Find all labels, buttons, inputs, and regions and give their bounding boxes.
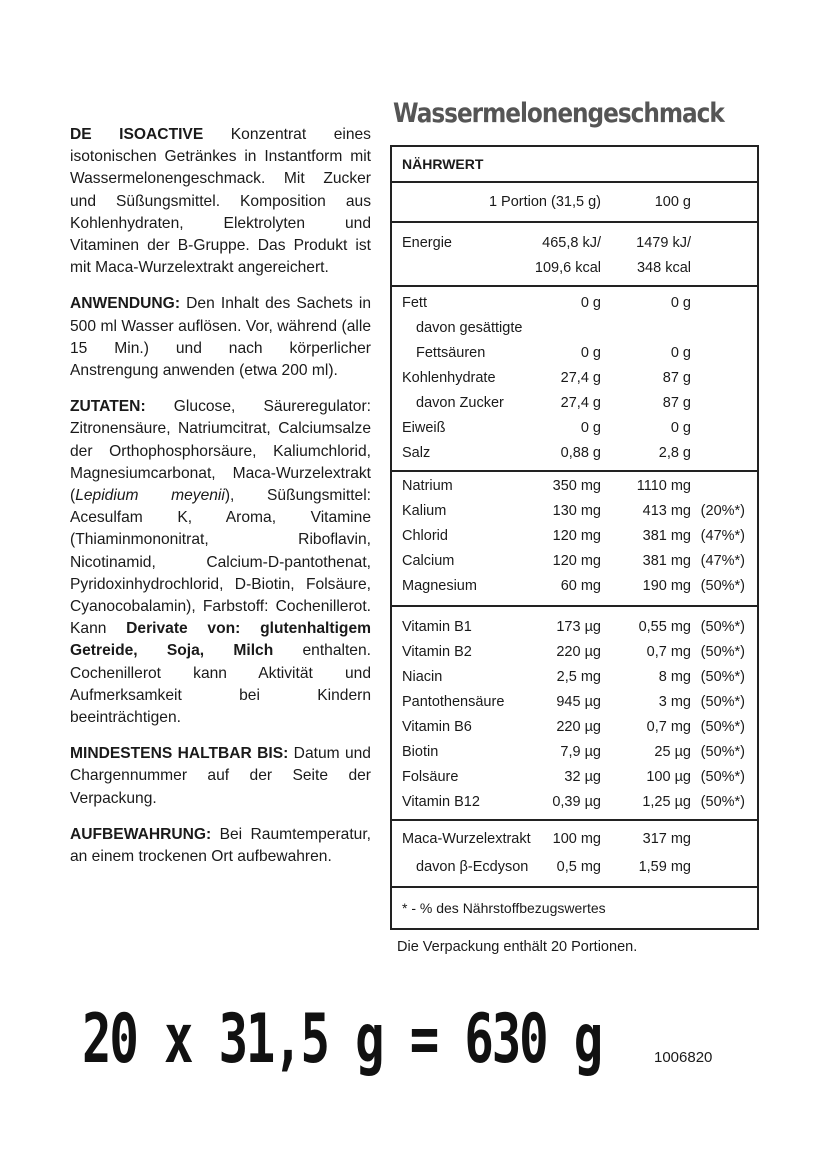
nutrient-name: Fettsäuren: [416, 345, 486, 361]
nutrient-portion: 120 mg: [552, 553, 601, 569]
column-portion: 1 Portion (31,5 g): [488, 194, 601, 210]
nutrient-percent: (50%*): [700, 744, 745, 760]
nutrient-percent: (50%*): [700, 769, 745, 785]
nutrient-name: Folsäure: [402, 769, 459, 785]
energy-section: [392, 221, 757, 285]
nutrient-portion: 27,4 g: [560, 395, 601, 411]
nutrient-100g: 317 mg: [642, 831, 691, 847]
nutrient-portion: 7,9 µg: [560, 744, 601, 760]
ingredients-text-1: Glucose, Säureregulator: Zitronensäure, Natriumcitrat, Calciumsalze der Orthophosphorsäure, Kaliumchlorid, Magnesiumcarbonat, Maca-Wurzelextrakt (: [70, 398, 371, 505]
column-100g: 100 g: [654, 194, 691, 210]
nutrient-100g: 0 g: [670, 420, 691, 436]
table-row: [392, 574, 757, 599]
ingredients-paragraph: [70, 396, 371, 729]
nutrient-portion: 60 mg: [560, 578, 601, 594]
nutrient-portion: 32 µg: [564, 769, 601, 785]
intro-paragraph: [70, 124, 371, 279]
product-description: [70, 124, 371, 882]
nutrient-name: Calcium: [402, 553, 455, 569]
nutrient-100g: 0 g: [670, 345, 691, 361]
usage-paragraph: [70, 293, 371, 382]
nutrient-percent: (20%*): [700, 503, 745, 519]
nutrient-portion: 120 mg: [552, 528, 601, 544]
nutrient-percent: (50%*): [700, 669, 745, 685]
nutrient-name: Vitamin B1: [402, 619, 472, 635]
table-row: [392, 640, 757, 665]
nutrition-header: NÄHRWERT: [402, 156, 484, 172]
nutrient-portion: 0,39 µg: [552, 794, 601, 810]
nutrient-100g: 381 mg: [642, 528, 691, 544]
table-row: [392, 765, 757, 790]
nutrient-portion: 945 µg: [556, 694, 601, 710]
energy-label: Energie: [402, 235, 452, 251]
nutrient-portion: 0,5 mg: [556, 859, 601, 875]
ingredients-text-3: enthalten. Cochenillerot kann Aktivität und Aufmerksamkeit bei Kindern beeinträchtigen.: [70, 642, 371, 727]
nutrient-name: Fett: [402, 295, 427, 311]
table-row: [392, 341, 757, 366]
energy-100g-kj: 1479 kJ/: [636, 235, 691, 251]
nutrient-percent: (50%*): [700, 719, 745, 735]
nutrient-portion: 130 mg: [552, 503, 601, 519]
table-row: [392, 474, 757, 499]
flavor-title: Wassermelonengeschmack: [393, 98, 724, 129]
energy-portion-kcal: 109,6 kcal: [534, 260, 601, 276]
nutrient-percent: (50%*): [700, 644, 745, 660]
nutrient-name: Vitamin B6: [402, 719, 472, 735]
storage-text: Bei Raumtemperatur, an einem trockenen Ort aufbewahren.: [70, 825, 371, 866]
allergen-text: Derivate von: glutenhaltigem Getreide, Soja, Milch: [70, 620, 371, 660]
nutrition-table: [390, 145, 759, 930]
minerals-section: [392, 470, 757, 605]
nutrient-100g: 0,55 mg: [638, 619, 691, 635]
nutrient-portion: 0 g: [580, 295, 601, 311]
macros-section: [392, 285, 757, 470]
table-row: [392, 790, 757, 815]
nutrient-name: Kohlenhydrate: [402, 370, 496, 386]
table-row: [392, 524, 757, 549]
intro-text: Konzentrat eines isotonischen Getränkes in Instantform mit Wassermelonengeschmack. Mit Zucker und Süßungsmittel. Komposition aus Kohlenhydraten, Elektrolyten und Vitaminen der B-Gruppe. Das Produkt ist mit Maca-Wurzelextrakt angereichert.: [70, 126, 371, 277]
ingredients-italic: Lepidium meyenii: [75, 487, 225, 505]
bestbefore-text: Datum und Chargennummer auf der Seite der Verpackung.: [70, 745, 371, 807]
table-row: [392, 615, 757, 640]
nutrient-percent: (50%*): [700, 694, 745, 710]
vitamins-section: [392, 605, 757, 819]
column-header-row: [392, 181, 757, 221]
table-row: [392, 740, 757, 765]
table-row: [392, 416, 757, 441]
energy-100g-kcal: 348 kcal: [636, 260, 691, 276]
nutrient-portion: 2,5 mg: [556, 669, 601, 685]
table-row: [392, 291, 757, 316]
nutrient-name: davon gesättigte: [416, 320, 523, 336]
nutrient-100g: 0 g: [670, 295, 691, 311]
extracts-section: [392, 819, 757, 886]
nutrient-100g: 100 µg: [646, 769, 691, 785]
nutrient-100g: 413 mg: [642, 503, 691, 519]
usage-text: Den Inhalt des Sachets in 500 ml Wasser auflösen. Vor, während (alle 15 Min.) und nach körperlicher Anstrengung anwenden (etwa 200 ml).: [70, 295, 371, 380]
nutrient-name: Salz: [402, 445, 431, 461]
nutrient-percent: (50%*): [700, 794, 745, 810]
nutrient-name: Eiweiß: [402, 420, 446, 436]
nutrient-100g: 25 µg: [654, 744, 691, 760]
table-row: [392, 549, 757, 574]
nutrient-name: davon β-Ecdyson: [416, 859, 529, 875]
energy-portion-kj: 465,8 kJ/: [542, 235, 601, 251]
nutrient-percent: (47%*): [700, 528, 745, 544]
nutrient-100g: 381 mg: [642, 553, 691, 569]
nutrient-100g: 3 mg: [658, 694, 691, 710]
nutrient-name: Maca-Wurzelextrakt: [402, 831, 531, 847]
table-row: [392, 366, 757, 391]
nutrient-portion: 0 g: [580, 345, 601, 361]
portions-note: Die Verpackung enthält 20 Portionen.: [397, 939, 638, 955]
table-row: [392, 853, 757, 881]
nutrient-percent: (47%*): [700, 553, 745, 569]
nutrient-name: Chlorid: [402, 528, 448, 544]
usage-label: ANWENDUNG:: [70, 295, 181, 313]
ingredients-text-2: ), Süßungsmittel: Acesulfam K, Aroma, Vitamine (Thiaminmononitrat, Riboflavin, Nicotinamid, Calcium-D-pantothenat, Pyridoxinhydrochlorid, D-Biotin, Folsäure, Cyanocobalamin), Farbstoff: Cochenillerot. Kann: [70, 487, 371, 638]
net-quantity: 20 x 31,5 g = 630 g: [82, 1000, 602, 1079]
nutrient-portion: 0 g: [580, 420, 601, 436]
table-row: [392, 499, 757, 524]
energy-row-kj: [392, 231, 757, 256]
nutrient-portion: 27,4 g: [560, 370, 601, 386]
nutrient-name: Niacin: [402, 669, 443, 685]
table-row: [392, 715, 757, 740]
nutrient-100g: 190 mg: [642, 578, 691, 594]
nutrient-name: Vitamin B12: [402, 794, 480, 810]
nutrient-portion: 220 µg: [556, 644, 601, 660]
nutrient-100g: 87 g: [662, 370, 691, 386]
storage-label: AUFBEWAHRUNG:: [70, 825, 212, 843]
nutrient-100g: 1,59 mg: [638, 859, 691, 875]
table-footnote: * - % des Nährstoffbezugswertes: [392, 886, 757, 928]
table-row: [392, 316, 757, 341]
nutrient-name: Natrium: [402, 478, 453, 494]
nutrient-name: Pantothensäure: [402, 694, 505, 710]
nutrient-100g: 0,7 mg: [646, 644, 691, 660]
nutrient-100g: 87 g: [662, 395, 691, 411]
table-row: [392, 825, 757, 853]
nutrient-name: Biotin: [402, 744, 439, 760]
nutrient-name: Kalium: [402, 503, 447, 519]
nutrient-100g: 8 mg: [658, 669, 691, 685]
storage-paragraph: [70, 824, 371, 868]
nutrient-100g: 0,7 mg: [646, 719, 691, 735]
table-row: [392, 665, 757, 690]
table-row: [392, 441, 757, 466]
bestbefore-label: MINDESTENS HALTBAR BIS:: [70, 745, 289, 763]
nutrient-portion: 220 µg: [556, 719, 601, 735]
nutrient-portion: 0,88 g: [560, 445, 601, 461]
nutrient-percent: (50%*): [700, 619, 745, 635]
nutrient-portion: 100 mg: [552, 831, 601, 847]
nutrient-100g: 1110 mg: [636, 478, 691, 494]
bestbefore-paragraph: [70, 743, 371, 810]
nutrient-percent: (50%*): [700, 578, 745, 594]
energy-row-kcal: [392, 256, 757, 281]
article-number: 1006820: [654, 1049, 713, 1066]
ingredients-label: ZUTATEN:: [70, 398, 146, 416]
intro-label: DE ISOACTIVE: [70, 126, 204, 143]
nutrient-name: davon Zucker: [416, 395, 504, 411]
table-row: [392, 690, 757, 715]
nutrient-100g: 1,25 µg: [642, 794, 691, 810]
nutrient-name: Vitamin B2: [402, 644, 472, 660]
nutrient-100g: 2,8 g: [658, 445, 691, 461]
nutrient-portion: 350 mg: [552, 478, 601, 494]
nutrient-name: Magnesium: [402, 578, 477, 594]
table-row: [392, 391, 757, 416]
nutrient-portion: 173 µg: [556, 619, 601, 635]
